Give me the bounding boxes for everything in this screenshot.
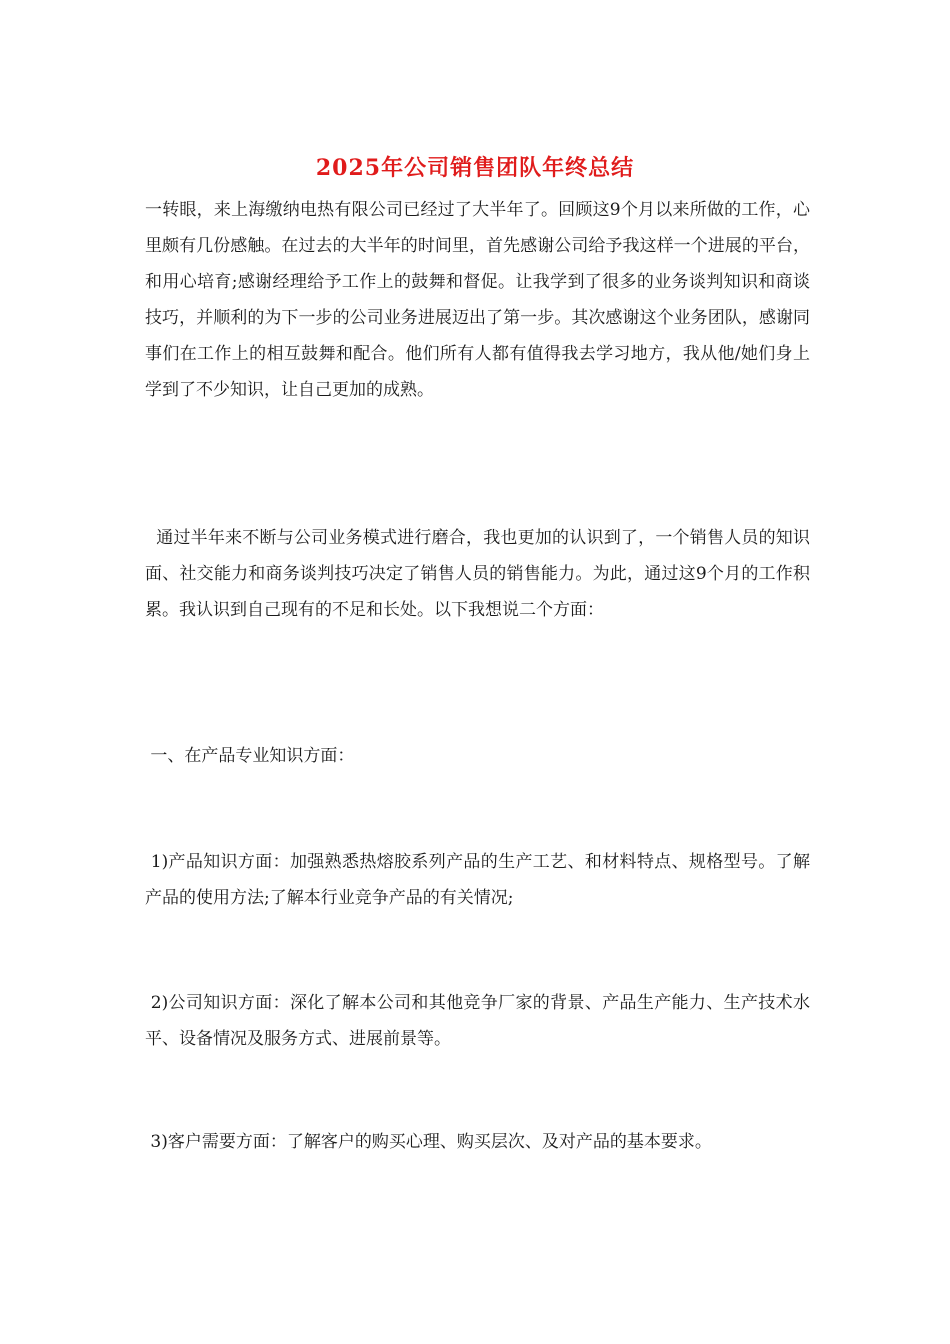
section-heading-product-knowledge: 一、在产品专业知识方面： xyxy=(145,746,355,766)
list-item-company-knowledge: 2)公司知识方面：深化了解本公司和其他竞争厂家的背景、产品生产能力、生产技术水平、设备情况及服务方式、进展前景等。 xyxy=(145,993,810,1049)
list-item-product-knowledge: 1)产品知识方面：加强熟悉热熔胶系列产品的生产工艺、和材料特点、规格型号。了解产品的使用方法;了解本行业竞争产品的有关情况; xyxy=(145,852,810,908)
document-title: 2025年公司销售团队年终总结 xyxy=(315,155,635,181)
paragraph-reflection: 通过半年来不断与公司业务模式进行磨合，我也更加的认识到了，一个销售人员的知识面、社交能力和商务谈判技巧决定了销售人员的销售能力。为此，通过这9个月的工作积累。我认识到自己现有的不足和长处。以下我想说二个方面： xyxy=(145,528,811,620)
paragraph-intro: 一转眼，来上海缴纳电热有限公司已经过了大半年了。回顾这9个月以来所做的工作，心里颇有几份感触。在过去的大半年的时间里，首先感谢公司给予我这样一个进展的平台，和用心培育;感谢经理给予工作上的鼓舞和督促。让我学到了很多的业务谈判知识和商谈技巧，并顺利的为下一步的公司业务进展迈出了第一步。其次感谢这个业务团队，感谢同事们在工作上的相互鼓舞和配合。他们所有人都有值得我去学习地方，我从他/她们身上学到了不少知识，让自己更加的成熟。 xyxy=(145,200,810,400)
list-item-customer-needs: 3)客户需要方面：了解客户的购买心理、购买层次、及对产品的基本要求。 xyxy=(145,1132,712,1152)
